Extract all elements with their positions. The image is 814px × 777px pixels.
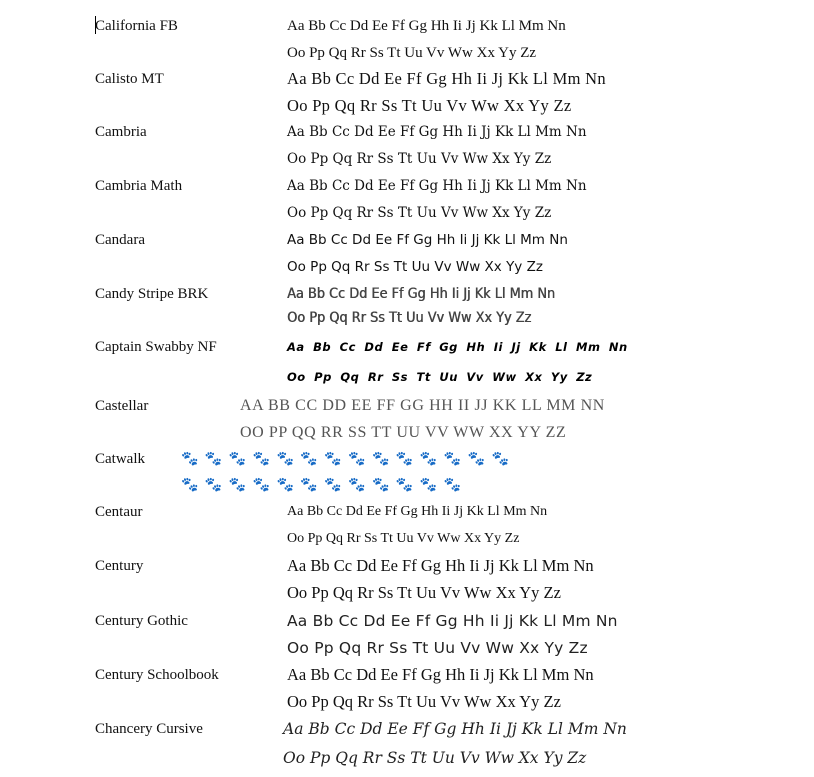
font-name: Century Schoolbook [95,667,219,683]
font-sample-line2: OO PP QQ RR SS TT UU VV WW XX YY ZZ [240,424,567,441]
font-name: Cambria [95,124,147,140]
font-name: Century [95,558,144,574]
font-sample-line2: Oo Pp Qq Rr Ss Tt Uu Vv Ww Xx Yy Zz [287,45,537,61]
font-sample-line1: Aa Bb Cc Dd Ee Ff Gg Hh Ii Jj Kk Ll Mm Nn [287,69,606,88]
font-name: Calisto MT [95,71,164,87]
font-name: Castellar [95,398,149,414]
font-sample-line1: AA BB CC DD EE FF GG HH II JJ KK LL MM NN [240,397,605,414]
font-sample-line2: Oo Pp Qq Rr Ss Tt Uu Vv Ww Xx Yy Zz [287,96,572,115]
font-name: Candara [95,232,145,248]
font-sample-line2: Oo Pp Qq Rr Ss Tt Uu Vv Ww Xx Yy Zz [287,583,561,602]
font-sample-line1: Aa Bb Cc Dd Ee Ff Gg Hh Ii Jj Kk Ll Mm Nn [287,124,587,140]
font-sample-line1: Aa Bb Cc Dd Ee Ff Gg Hh Ii Jj Kk Ll Mm Nn [287,665,594,684]
font-name: California FB [95,18,178,34]
font-sample-line2: Oo Pp Qq Rr Ss Tt Uu Vv Ww Xx Yy Zz [287,692,561,711]
font-sample-line1: Aa Bb Cc Dd Ee Ff Gg Hh Ii Jj Kk Ll Mm Nn [287,18,566,34]
font-sample-line2: Oo Pp Qq Rr Ss Tt Uu Vv Ww Xx Yy Zz [287,310,532,326]
font-sample-line1: Aa Bb Cc Dd Ee Ff Gg Hh Ii Jj Kk Ll Mm Nn [287,178,587,194]
paw-print-icon-row: 🐾 🐾 🐾 🐾 🐾 🐾 🐾 🐾 🐾 🐾 🐾 🐾 🐾 🐾 [181,451,510,467]
font-sample-line1: Aa Bb Cc Dd Ee Ff Gg Hh Ii Jj Kk Ll Mm Nn [287,286,555,302]
paw-print-icon-row: 🐾 🐾 🐾 🐾 🐾 🐾 🐾 🐾 🐾 🐾 🐾 🐾 [181,477,463,493]
font-sample-line1: Aa Bb Cc Dd Ee Ff Gg Hh Ii Jj Kk Ll Mm Nn [283,720,627,738]
font-sample-line1: Aa Bb Cc Dd Ee Ff Gg Hh Ii Jj Kk Ll Mm Nn [287,232,568,248]
font-sample-line2: Oo Pp Qq Rr Ss Tt Uu Vv Ww Xx Yy Zz [287,370,593,384]
font-name: Catwalk [95,451,145,467]
font-sample-line1: Aa Bb Cc Dd Ee Ff Gg Hh Ii Jj Kk Ll Mm Nn [287,340,628,354]
font-name: Captain Swabby NF [95,339,217,355]
font-sample-line1: Aa Bb Cc Dd Ee Ff Gg Hh Ii Jj Kk Ll Mm Nn [287,612,618,630]
font-sample-line2: Oo Pp Qq Rr Ss Tt Uu Vv Ww Xx Yy Zz [287,151,552,167]
font-sample-line2: Oo Pp Qq Rr Ss Tt Uu Vv Ww Xx Yy Zz [287,639,588,657]
font-name: Chancery Cursive [95,721,203,737]
font-name: Cambria Math [95,178,183,194]
font-sample-line2: Oo Pp Qq Rr Ss Tt Uu Vv Ww Xx Yy Zz [287,205,552,221]
font-name: Century Gothic [95,613,188,629]
font-name: Candy Stripe BRK [95,286,209,302]
font-sample-line1: Aa Bb Cc Dd Ee Ff Gg Hh Ii Jj Kk Ll Mm Nn [287,556,594,575]
font-name: Centaur [95,504,143,520]
font-sample-line2: Oo Pp Qq Rr Ss Tt Uu Vv Ww Xx Yy Zz [287,259,543,275]
font-sample-line1: Aa Bb Cc Dd Ee Ff Gg Hh Ii Jj Kk Ll Mm Nn [287,504,548,519]
font-sample-line2: Oo Pp Qq Rr Ss Tt Uu Vv Ww Xx Yy Zz [287,531,520,546]
font-sample-line2: Oo Pp Qq Rr Ss Tt Uu Vv Ww Xx Yy Zz [283,749,587,767]
